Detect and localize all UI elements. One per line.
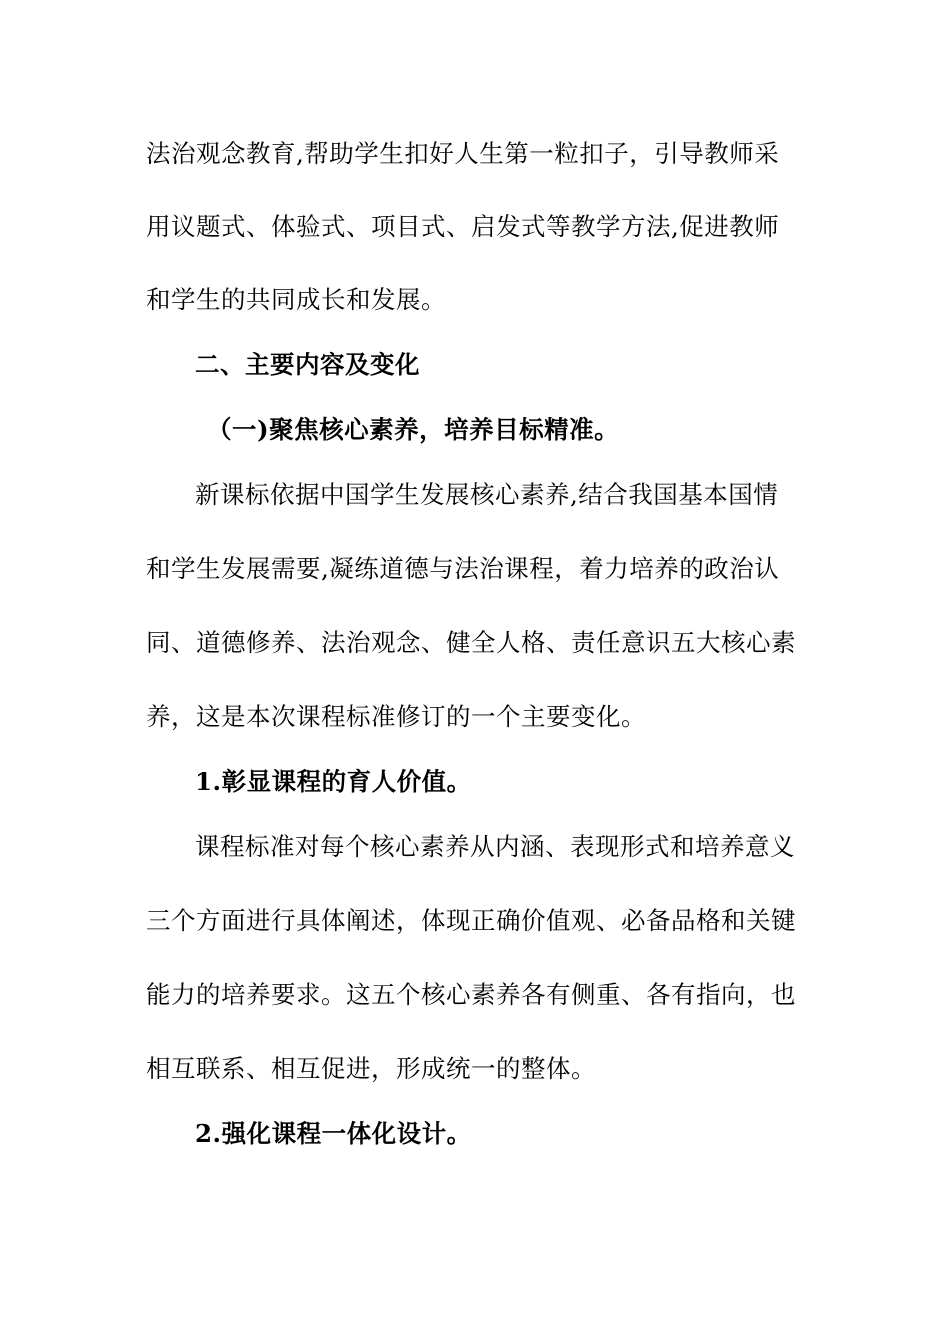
paragraph-line: 课程标准对每个核心素养从内涵、表现形式和培养意义 xyxy=(195,832,795,861)
paragraph-line: 法治观念教育,帮助学生扣好人生第一粒扣子，引导教师采 xyxy=(146,139,780,168)
paragraph-line: 能力的培养要求。这五个核心素养各有侧重、各有指向，也 xyxy=(146,980,796,1009)
paragraph-line: 同、道德修养、法治观念、健全人格、责任意识五大核心素 xyxy=(146,628,796,657)
paragraph-line: 用议题式、体验式、项目式、启发式等教学方法,促进教师 xyxy=(146,212,780,241)
paragraph-line: 相互联系、相互促进，形成统一的整体。 xyxy=(146,1054,596,1083)
paragraph-line: 三个方面进行具体阐述，体现正确价值观、必备品格和关键 xyxy=(146,906,796,935)
section-heading: 二、主要内容及变化 xyxy=(195,350,420,379)
point-heading: 2.强化课程一体化设计。 xyxy=(195,1119,472,1148)
paragraph-line: 新课标依据中国学生发展核心素养,结合我国基本国情 xyxy=(195,480,779,509)
paragraph-line: 和学生的共同成长和发展。 xyxy=(146,285,446,314)
point-heading: 1.彰显课程的育人价值。 xyxy=(195,767,472,796)
paragraph-line: 养，这是本次课程标准修订的一个主要变化。 xyxy=(146,702,646,731)
subsection-heading: （一)聚焦核心素养，培养目标精准。 xyxy=(207,415,620,444)
paragraph-line: 和学生发展需要,凝练道德与法治课程，着力培养的政治认 xyxy=(146,554,780,583)
